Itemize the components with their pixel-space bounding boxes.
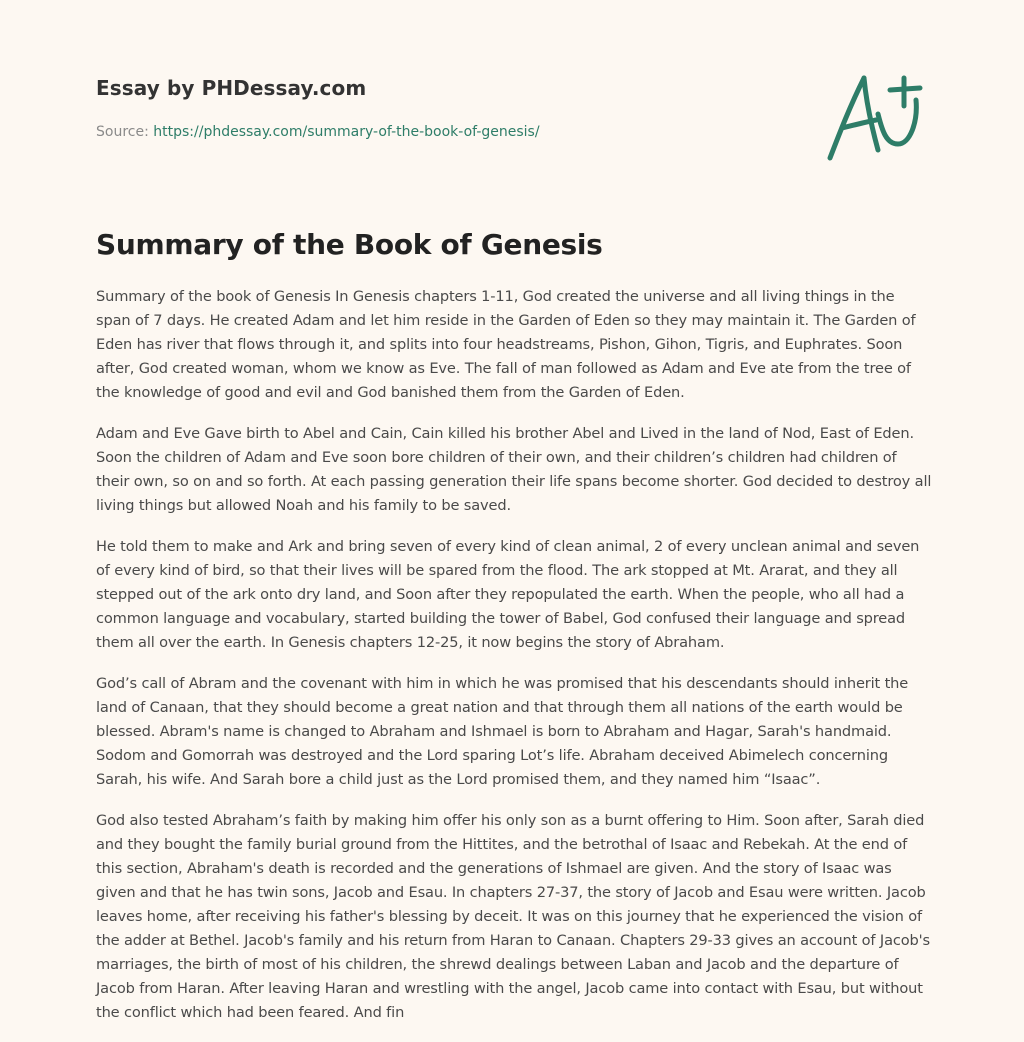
essay-page (96, 0, 932, 1036)
source-link[interactable]: https://phdessay.com/summary-of-the-book-of-genesis/ (153, 124, 540, 140)
paragraph: He told them to make and Ark and bring seven of every kind of clean animal, 2 of every unclean animal and seven of every kind of bird, so that their lives will be spared from the flood. The ark stopped at Mt. Ararat, and they all stepped out of the ark onto dry land, and Soon after they repopulated the earth. When the people, who all had a common language and vocabulary, started building the tower of Babel, God confused their language and spread them all over the earth. In Genesis chapters 12-25, it now begins the story of Abraham. (96, 538, 920, 651)
article-title: Summary of the Book of Genesis (96, 228, 603, 261)
paragraph: Adam and Eve Gave birth to Abel and Cain, Cain killed his brother Abel and Lived in the land of Nod, East of Eden. Soon the children of Adam and Eve soon bore children of their own, and their children’s children had children of their own, so on and so forth. At each passing generation their life spans become shorter. God decided to destroy all living things but allowed Noah and his family to be saved. (96, 425, 932, 514)
page-header (96, 76, 932, 166)
paragraph: Summary of the book of Genesis In Genesis chapters 1-11, God created the universe and all living things in the span of 7 days. He created Adam and let him reside in the Garden of Eden so they may maintain it. The Garden of Eden has river that flows through it, and splits into four headstreams, Pishon, Gihon, Tigris, and Euphrates. Soon after, God created woman, whom we know as Eve. The fall of man followed as Adam and Eve ate from the tree of the knowledge of good and evil and God banished them from the Garden of Eden. (96, 288, 916, 401)
a-plus-grade-icon (826, 70, 926, 162)
source-label: Source: (96, 124, 154, 140)
source-line (96, 124, 540, 140)
site-brand: Essay by PHDessay.com (96, 76, 367, 100)
paragraph: God’s call of Abram and the covenant with him in which he was promised that his descendants should inherit the land of Canaan, that they should become a great nation and that through them all nations of the earth would be blessed. Abram's name is changed to Abraham and Ishmael is born to Abraham and Hagar, Sarah's handmaid. Sodom and Gomorrah was destroyed and the Lord sparing Lot’s life. Abraham deceived Abimelech concerning Sarah, his wife. And Sarah bore a child just as the Lord promised them, and they named him “Isaac”. (96, 675, 909, 788)
paragraph: God also tested Abraham’s faith by making him offer his only son as a burnt offering to Him. Soon after, Sarah died and they bought the family burial ground from the Hittites, and the betrothal of Isaac and Rebekah. At the end of this section, Abraham's death is recorded and the generations of Ishmael are given. And the story of Isaac was given and that he has twin sons, Jacob and Esau. In chapters 27-37, the story of Jacob and Esau were written. Jacob leaves home, after receiving his father's blessing by deceit. It was on this journey that he experienced the vision of the adder at Bethel. Jacob's family and his return from Haran to Canaan. Chapters 29-33 gives an account of Jacob's marriages, the birth of most of his children, the shrewd dealings between Laban and Jacob and the departure of Jacob from Haran. After leaving Haran and wrestling with the angel, Jacob came into contact with Esau, but without the conflict which had been feared. And fin (96, 812, 930, 1021)
article-body (96, 285, 932, 1042)
